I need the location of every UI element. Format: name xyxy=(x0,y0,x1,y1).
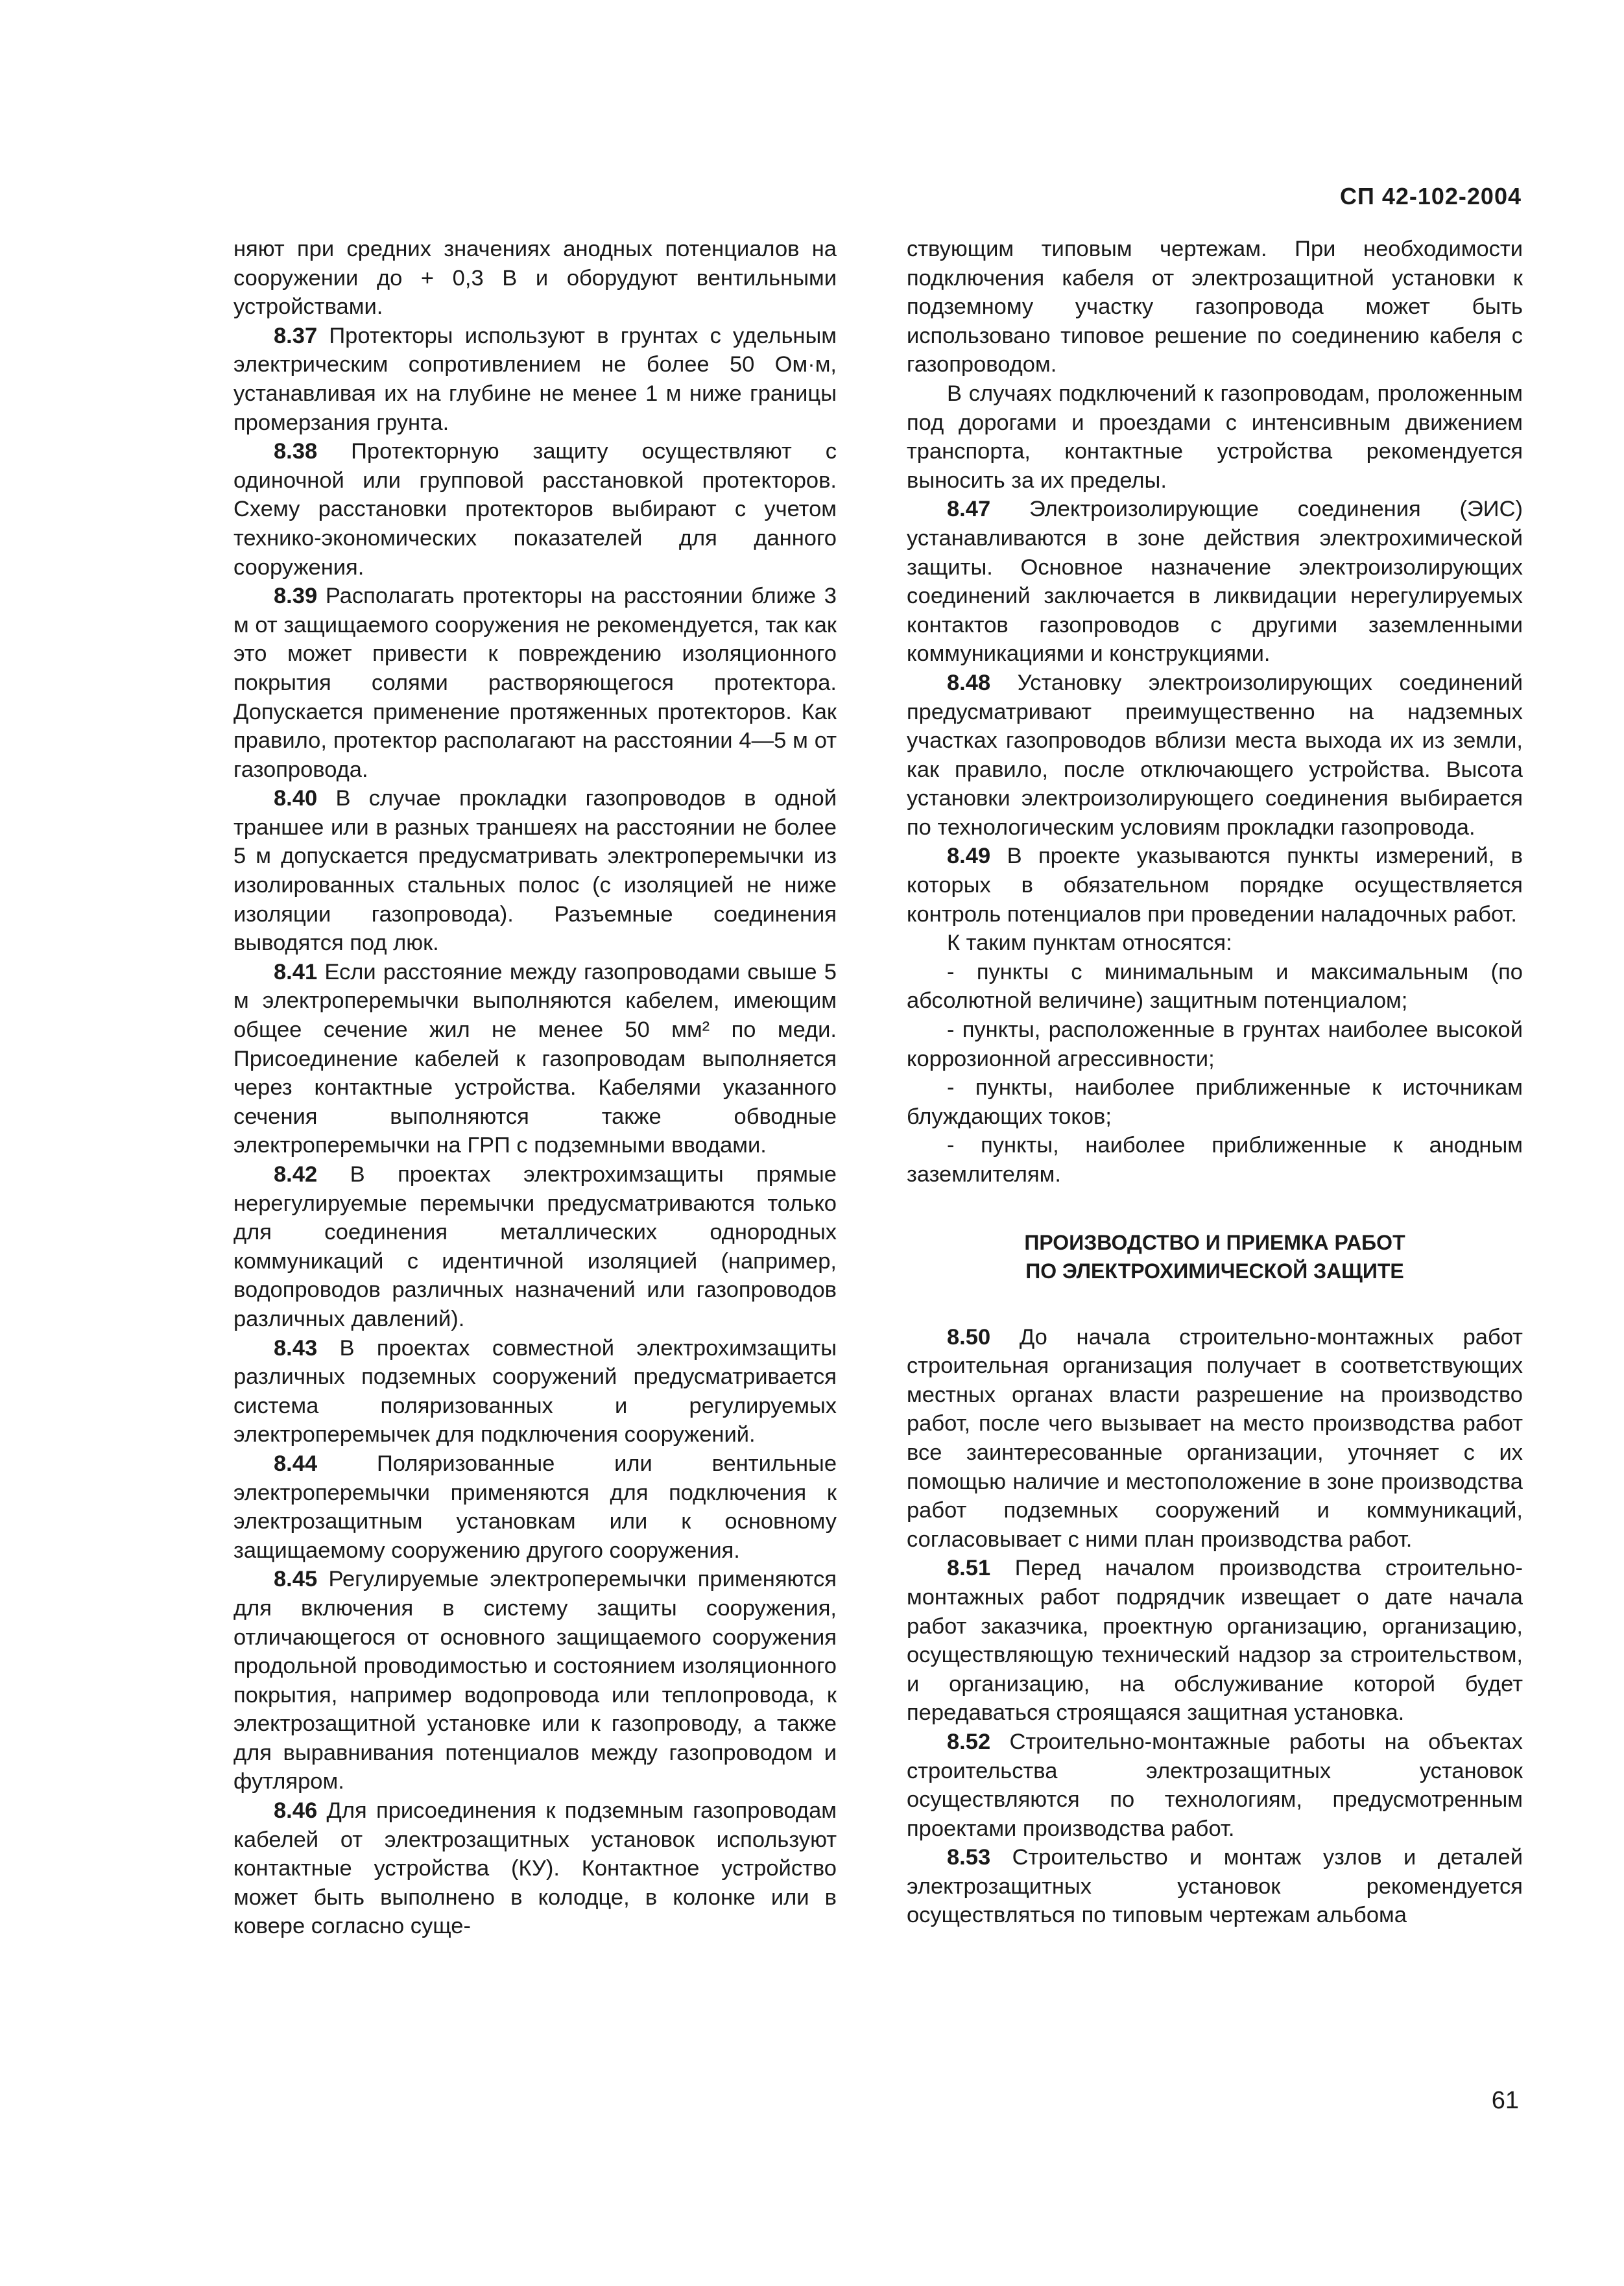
paragraph-text: - пункты, расположенные в грунтах наиболее высокой коррозионной агрессивности; xyxy=(907,1018,1523,1071)
clause-number: 8.51 xyxy=(947,1556,991,1581)
paragraph xyxy=(233,784,837,958)
paragraph xyxy=(907,842,1523,929)
section-heading xyxy=(907,1228,1523,1285)
paragraph-text: До начала строительно-монтажных работ строительная организация получает в соответствующих местных органах власти разрешение на производство работ, после чего вызывает на место производства работ все заинтересованные организации, уточняет с их помощью наличие и местоположение в зоне производства работ подземных сооружений и коммуникаций, согласовывает с ними план производства работ. xyxy=(907,1324,1523,1552)
section-heading-line-2: ПО ЭЛЕКТРОХИМИЧЕСКОЙ ЗАЩИТЕ xyxy=(1025,1259,1404,1283)
paragraph-text: В случаях подключений к газопроводам, проложенным под дорогами и проездами с интенсивным движением транспорта, контактные устройства рекомендуется выносить за их пределы. xyxy=(907,381,1523,493)
clause-number: 8.53 xyxy=(947,1845,991,1870)
paragraph-text: Регулируемые электроперемычки применяются для включения в систему защиты сооружения, отличающегося от основного защищаемого сооружения продольной проводимостью и состоянием изоляционного покрытия, например водопровода или теплопровода, к электрозащитной установке или к газопроводу, а также для выравнивания потенциалов между газопроводом и футляром. xyxy=(233,1567,837,1794)
page-number: 61 xyxy=(1491,2087,1519,2114)
paragraph xyxy=(233,322,837,437)
paragraph-text: Перед началом производства строительно-монтажных работ подрядчик извещает о дате начала работ заказчика, проектную организацию, организацию, осуществляющую технический надзор за строительством, и организацию, на обслуживание которой будет передаваться строящаяся защитная установка. xyxy=(907,1556,1523,1726)
paragraph xyxy=(233,1796,837,1941)
clause-number: 8.47 xyxy=(947,497,991,522)
paragraph xyxy=(907,1728,1523,1843)
paragraph-text: Поляризованные или вентильные электроперемычки применяются для подключения к электрозащитным установкам или к основному защищаемому сооружению другого сооружения. xyxy=(233,1451,837,1563)
paragraph xyxy=(907,1323,1523,1554)
paragraph-text: Для присоединения к подземным газопроводам кабелей от электрозащитных установок используют контактные устройства (КУ). Контактное устройство может быть выполнено в колодце, в колонке или в ковере согласно суще- xyxy=(233,1798,837,1939)
clause-number: 8.44 xyxy=(274,1451,318,1476)
clause-number: 8.50 xyxy=(947,1324,991,1350)
clause-number: 8.49 xyxy=(947,844,991,869)
paragraph xyxy=(233,1334,837,1449)
clause-number: 8.45 xyxy=(274,1567,318,1592)
paragraph xyxy=(907,1554,1523,1728)
paragraph xyxy=(907,1843,1523,1930)
clause-number: 8.37 xyxy=(274,323,318,348)
paragraph-text: Строительство и монтаж узлов и деталей электрозащитных установок рекомендуется осуществляться по типовым чертежам альбома xyxy=(907,1845,1523,1928)
paragraph xyxy=(233,235,837,322)
clause-number: 8.42 xyxy=(274,1162,318,1187)
paragraph-text: ствующим типовым чертежам. При необходимости подключения кабеля от электрозащитной установки к подземному участку газопровода может быть использовано типовое решение по соединению кабеля с газопроводом. xyxy=(907,237,1523,377)
paragraph-text: К таким пунктам относятся: xyxy=(947,931,1232,956)
paragraph xyxy=(907,495,1523,669)
section-heading-line-1: ПРОИЗВОДСТВО И ПРИЕМКА РАБОТ xyxy=(1024,1230,1405,1254)
paragraph-text: Электроизолирующие соединения (ЭИС) устанавливаются в зоне действия электрохимической защиты. Основное назначение электроизолирующих соединений заключается в ликвидации нерегулируемых контактов газопроводов с другими заземленными коммуникациями и конструкциями. xyxy=(907,497,1523,667)
document-code: СП 42-102-2004 xyxy=(1339,183,1522,209)
clause-number: 8.46 xyxy=(274,1798,318,1824)
paragraph xyxy=(907,235,1523,379)
right-column xyxy=(907,235,1523,1930)
paragraph-text: Если расстояние между газопроводами свыше 5 м электроперемычки выполняются кабелем, имеющим общее сечение жил не менее 50 мм² по меди. Присоединение кабелей к газопроводам выполняется через контактные устройства. Кабелями указанного сечения выполняются также обводные электроперемычки на ГРП с подземными вводами. xyxy=(233,959,837,1158)
paragraph-text: - пункты, наиболее приближенные к источникам блуждающих токов; xyxy=(907,1075,1523,1129)
clause-number: 8.38 xyxy=(274,439,318,464)
paragraph xyxy=(233,1449,837,1565)
clause-number: 8.39 xyxy=(274,584,318,609)
paragraph xyxy=(233,958,837,1160)
paragraph xyxy=(907,1016,1523,1073)
paragraph xyxy=(907,1131,1523,1189)
paragraph-text: В проектах совместной электрохимзащиты различных подземных сооружений предусматривается система поляризованных и регулируемых электроперемычек для подключения сооружений. xyxy=(233,1335,837,1447)
paragraph-text: В случае прокладки газопроводов в одной траншее или в разных траншеях на расстоянии не более 5 м допускается предусматривать электроперемычки из изолированных стальных полос (с изоляцией не ниже изоляции газопровода). Разъемные соединения выводятся под люк. xyxy=(233,786,837,956)
paragraph xyxy=(907,379,1523,495)
paragraph xyxy=(233,437,837,582)
clause-number: 8.52 xyxy=(947,1729,991,1754)
paragraph-text: - пункты с минимальным и максимальным (по абсолютной величине) защитным потенциалом; xyxy=(907,959,1523,1014)
paragraph xyxy=(907,669,1523,842)
paragraph xyxy=(907,1073,1523,1131)
paragraph-text: Располагать протекторы на расстоянии ближе 3 м от защищаемого сооружения не рекомендуется, так как это может привести к повреждению изоляционного покрытия солями растворяющегося протектора. Допускается применение протяженных протекторов. Как правило, протектор располагают на расстоянии 4—5 м от газопровода. xyxy=(233,584,837,782)
paragraph-text: В проектах электрохимзащиты прямые нерегулируемые перемычки предусматриваются только для соединения металлических однородных коммуникаций с идентичной изоляцией (например, водопроводов различных назначений или газопроводов различных давлений). xyxy=(233,1162,837,1331)
paragraph xyxy=(233,1565,837,1796)
paragraph-text: няют при средних значениях анодных потенциалов на сооружении до + 0,3 В и оборудуют вентильными устройствами. xyxy=(233,237,837,320)
paragraph-text: Установку электроизолирующих соединений предусматривают преимущественно на надземных участках газопроводов вблизи места выхода их из земли, как правило, после отключающего устройства. Высота установки электроизолирующего соединения выбирается по технологическим условиям прокладки газопровода. xyxy=(907,670,1523,840)
paragraph xyxy=(907,958,1523,1016)
paragraph-text: Протекторную защиту осуществляют с одиночной или групповой расстановкой протекторов. Схему расстановки протекторов выбирают с учетом технико-экономических показателей для данного сооружения. xyxy=(233,439,837,580)
paragraph xyxy=(907,929,1523,958)
clause-number: 8.41 xyxy=(274,959,318,984)
clause-number: 8.48 xyxy=(947,670,991,695)
paragraph xyxy=(233,582,837,784)
clause-number: 8.40 xyxy=(274,786,318,811)
left-column xyxy=(233,235,837,1941)
clause-number: 8.43 xyxy=(274,1335,318,1361)
paragraph-text: Протекторы используют в грунтах с удельным электрическим сопротивлением не более 50 Ом·м, устанавливая их на глубине не менее 1 м ниже границы промерзания грунта. xyxy=(233,323,837,435)
paragraph-text: В проекте указываются пункты измерений, в которых в обязательном порядке осуществляется контроль потенциалов при проведении наладочных работ. xyxy=(907,844,1523,927)
paragraph-text: - пункты, наиболее приближенные к анодным заземлителям. xyxy=(907,1133,1523,1187)
paragraph xyxy=(233,1160,837,1334)
paragraph-text: Строительно-монтажные работы на объектах строительства электрозащитных установок осуществляются по технологиям, предусмотренным проектами производства работ. xyxy=(907,1729,1523,1841)
